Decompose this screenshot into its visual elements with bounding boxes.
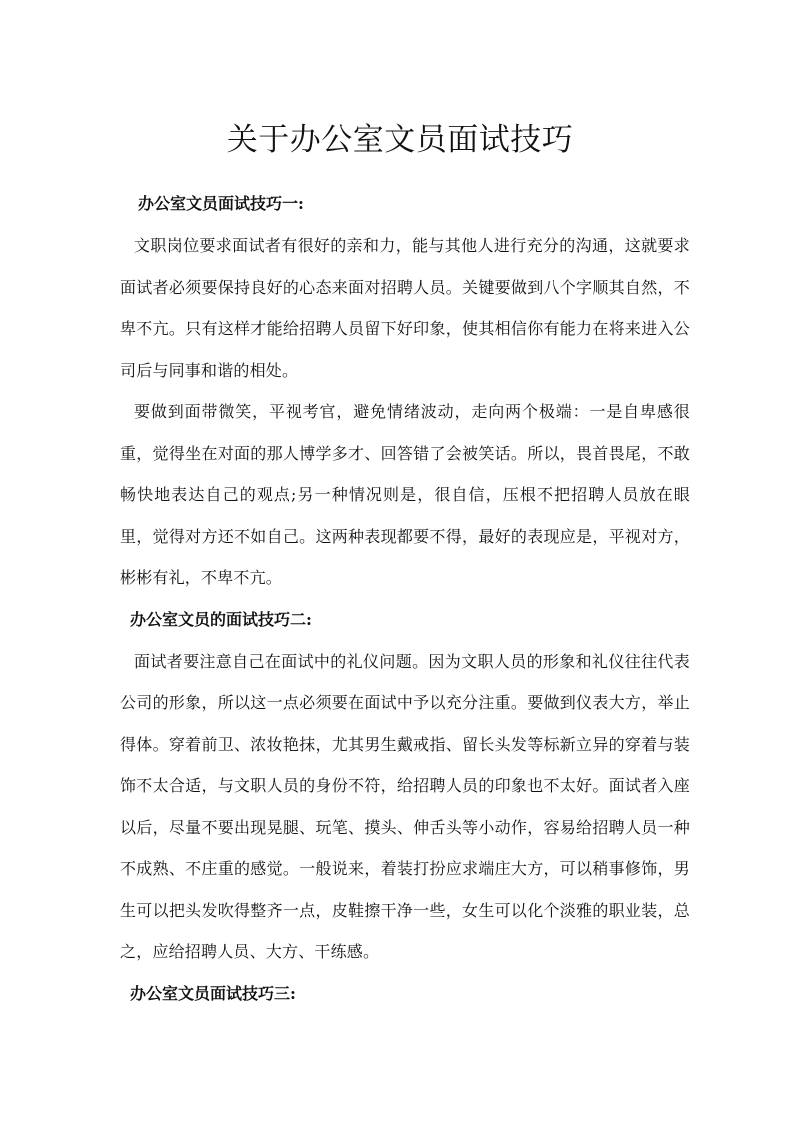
section-tip-three bbox=[120, 973, 690, 1015]
section-tip-one bbox=[120, 183, 690, 599]
document-body bbox=[120, 183, 690, 1015]
section-heading: 办公室文员的面试技巧二: bbox=[130, 609, 312, 629]
section-tip-two bbox=[120, 599, 690, 973]
body-paragraph: 要做到面带微笑，平视考官，避免情绪波动，走向两个极端：一是自卑感很重，觉得坐在对面的那人博学多才、回答错了会被笑话。所以，畏首畏尾，不敢畅快地表达自己的观点;另一种情况则是，很自信，压根不把招聘人员放在眼里，觉得对方还不如自己。这两种表现都要不得，最好的表现应是，平视对方，彬彬有礼，不卑不亢。 bbox=[120, 402, 690, 587]
document-title: 关于办公室文员面试技巧 bbox=[226, 121, 574, 158]
body-paragraph: 文职岗位要求面试者有很好的亲和力，能与其他人进行充分的沟通，这就要求面试者必须要保持良好的心态来面对招聘人员。关键要做到八个字顺其自然，不卑不亢。只有这样才能给招聘人员留下好印象，使其相信你有能力在将来进入公司后与同事和谐的相处。 bbox=[120, 236, 690, 380]
section-heading: 办公室文员面试技巧一: bbox=[138, 194, 304, 213]
body-paragraph: 面试者要注意自己在面试中的礼仪问题。因为文职人员的形象和礼仪往往代表公司的形象，所以这一点必须要在面试中予以充分注重。要做到仪表大方，举止得体。穿着前卫、浓妆艳抹，尤其男生戴戒指、留长头发等标新立异的穿着与装饰不太合适，与文职人员的身份不符，给招聘人员的印象也不太好。面试者入座以后，尽量不要出现晃腿、玩笔、摸头、伸舌头等小动作，容易给招聘人员一种不成熟、不庄重的感觉。一般说来，着装打扮应求端庄大方，可以稍事修饰，男生可以把头发吹得整齐一点，皮鞋擦干净一些，女生可以化个淡雅的职业装，总之，应给招聘人员、大方、干练感。 bbox=[120, 651, 690, 961]
section-heading: 办公室文员面试技巧三: bbox=[130, 983, 296, 1003]
